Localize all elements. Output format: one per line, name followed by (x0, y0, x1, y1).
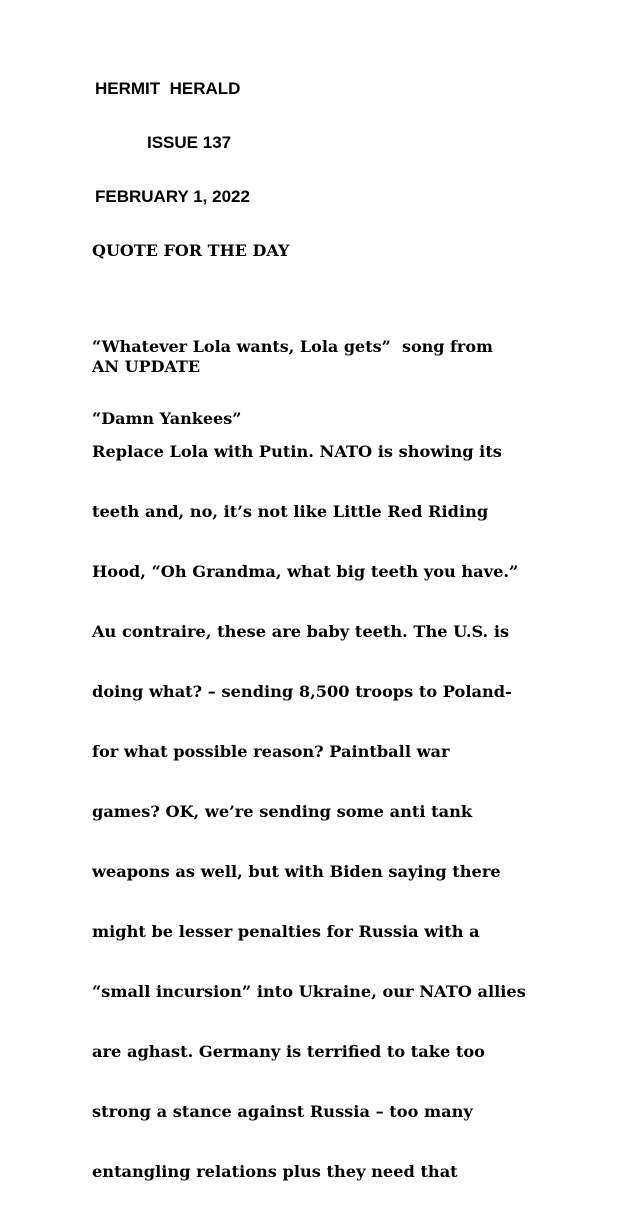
body-line: doing what? – sending 8,500 troops to Poland- (92, 682, 512, 701)
body-line: Au contraire, these are baby teeth. The U.S. is (92, 622, 510, 641)
issue-number: ISSUE 137 (147, 133, 232, 152)
body-line: teeth and, no, it’s not like Little Red Riding (92, 502, 489, 521)
body-line: “small incursion” into Ukraine, our NATO allies (92, 982, 526, 1001)
body-line: Hood, “Oh Grandma, what big teeth you have.” (92, 562, 519, 581)
newsletter-title: HERMIT HERALD (95, 79, 241, 98)
body-line: might be lesser penalties for Russia with a (92, 922, 480, 941)
body-line: weapons as well, but with Biden saying there (92, 862, 501, 881)
quote-heading: QUOTE FOR THE DAY (92, 241, 290, 260)
body-line: Replace Lola with Putin. NATO is showing its (92, 442, 502, 461)
body-line: for what possible reason? Paintball war (92, 742, 450, 761)
body-line: games? OK, we’re sending some anti tank (92, 802, 473, 821)
quote-line: “Whatever Lola wants, Lola gets” song from (92, 337, 493, 356)
body-line: are aghast. Germany is terrified to take too (92, 1042, 485, 1061)
body-line: strong a stance against Russia – too many (92, 1102, 473, 1121)
issue-date: FEBRUARY 1, 2022 (95, 187, 250, 206)
quote-line: “Damn Yankees” (92, 409, 242, 428)
body-line: entangling relations plus they need that (92, 1162, 458, 1181)
update-body (92, 403, 526, 1221)
update-heading: AN UPDATE (92, 357, 201, 376)
